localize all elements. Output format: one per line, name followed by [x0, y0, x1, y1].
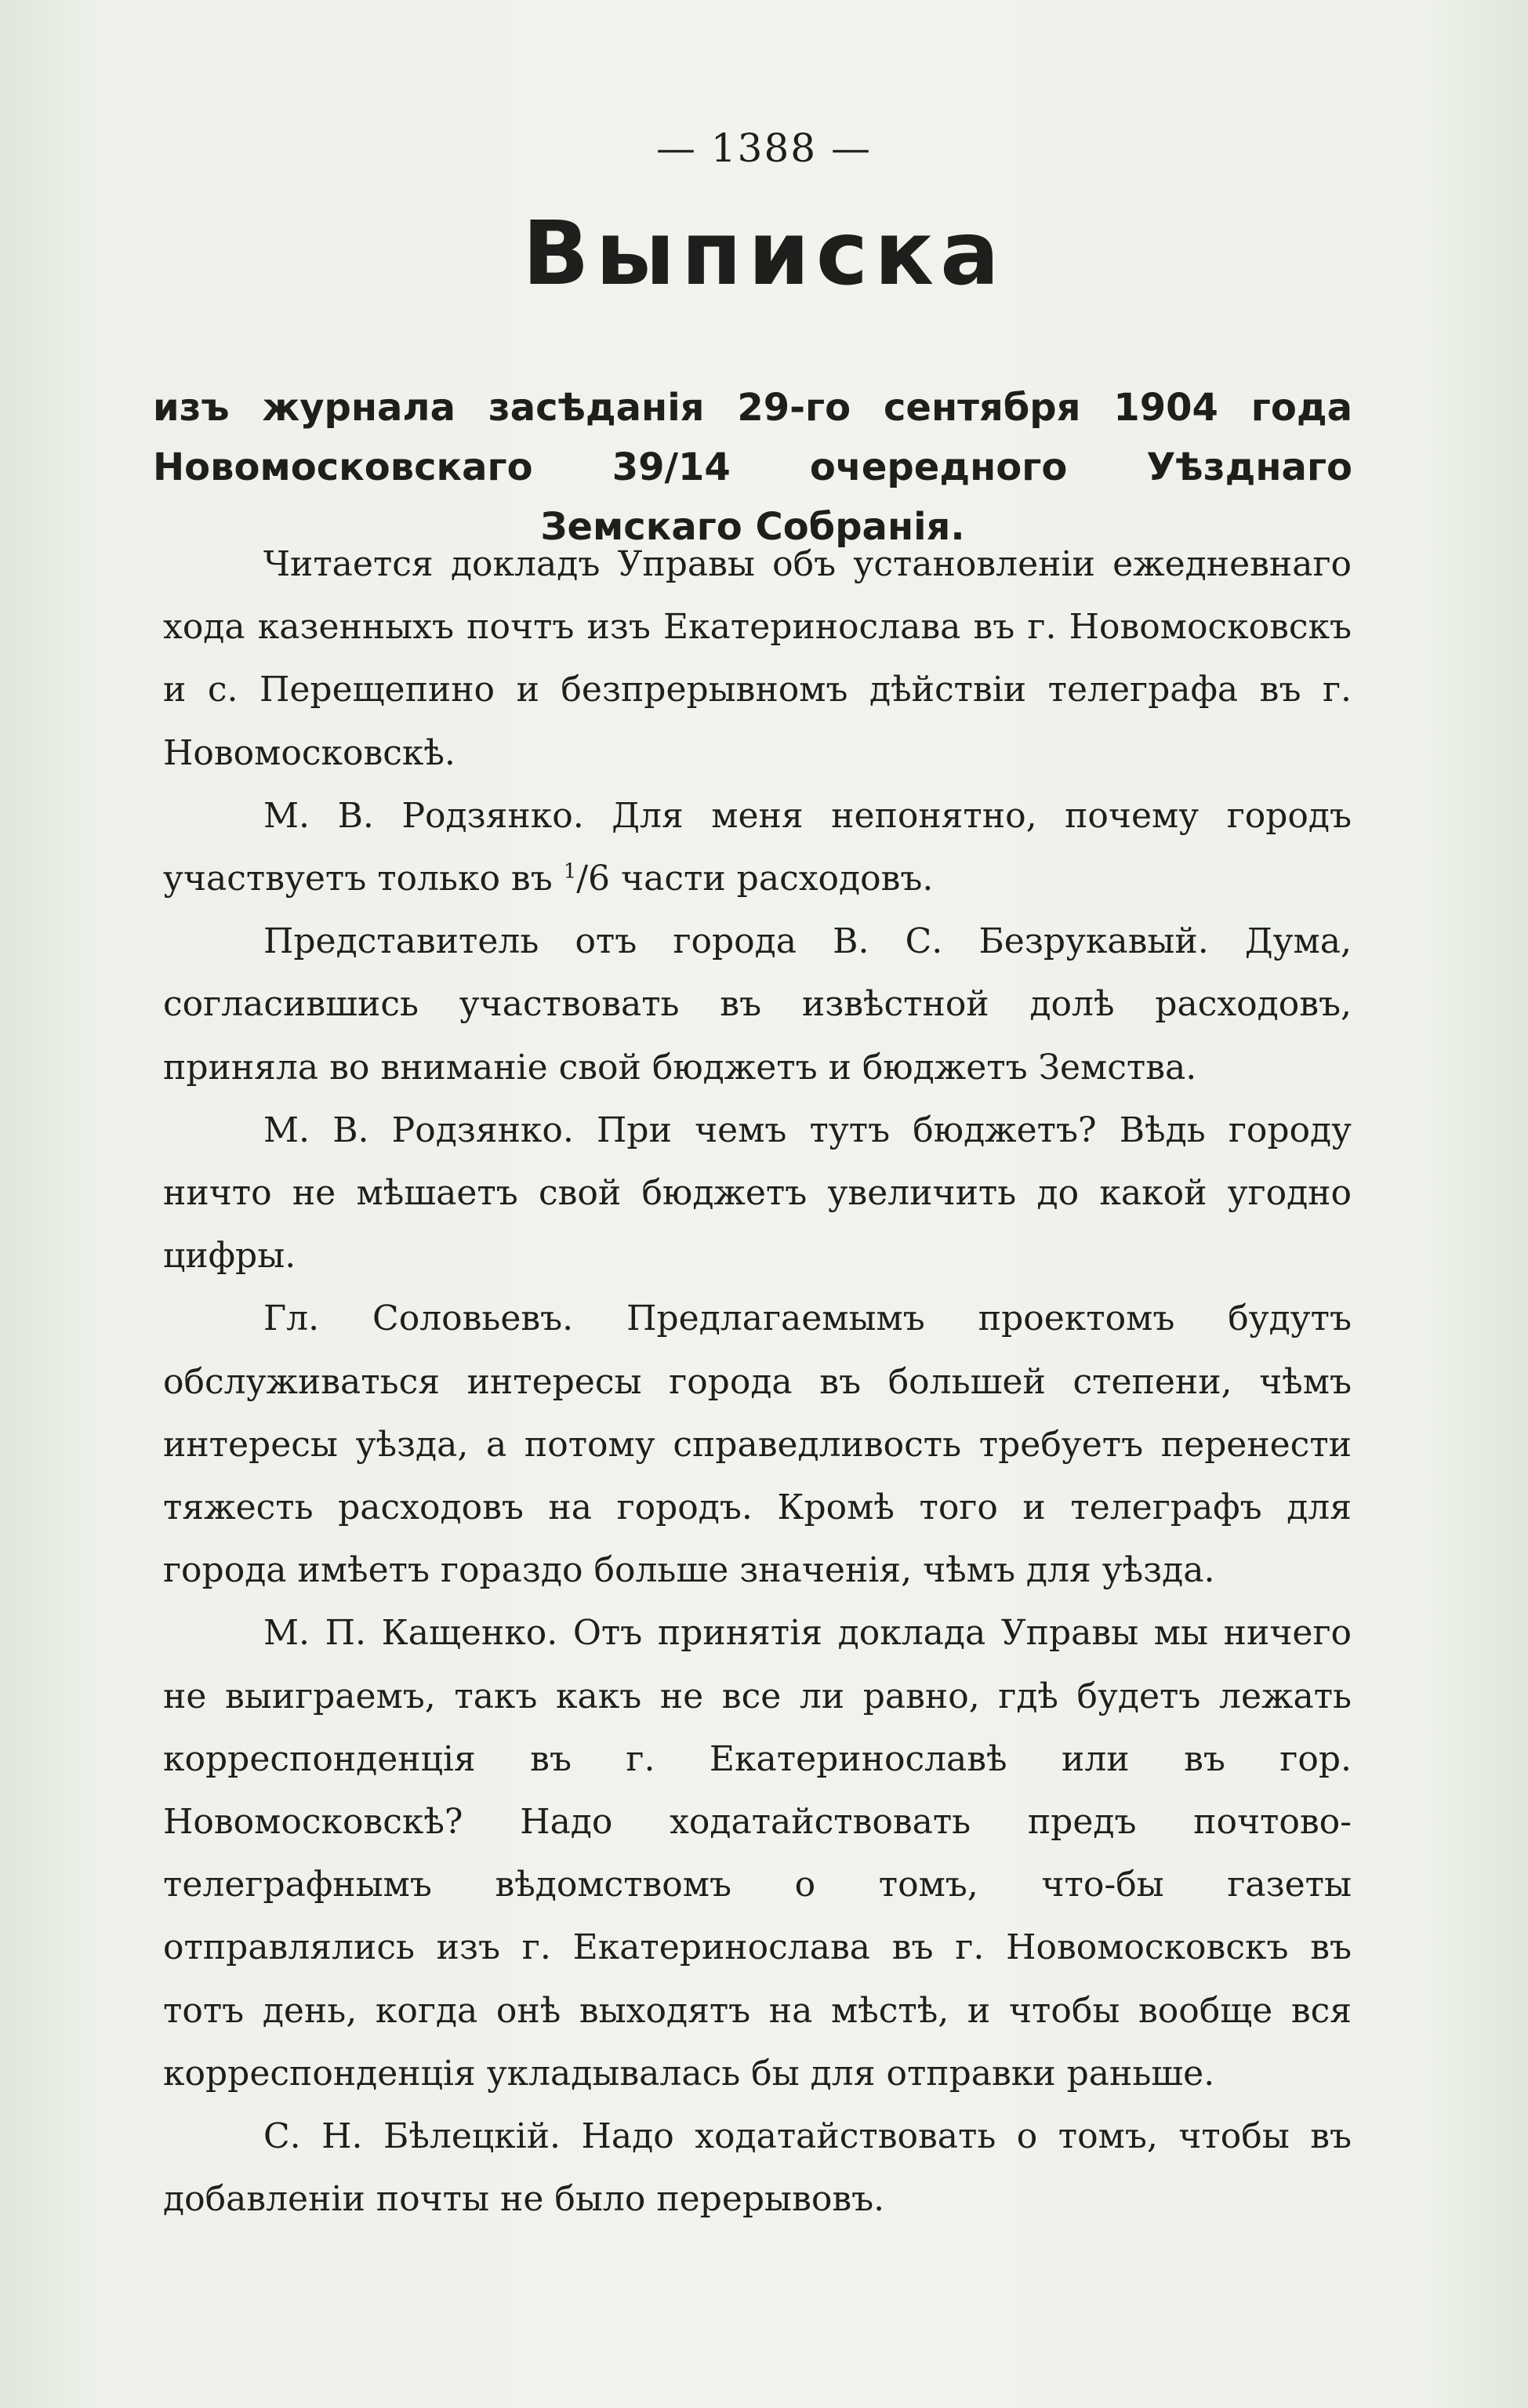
document-body: [163, 533, 1352, 2231]
paragraph-rodzyanko-first: [163, 785, 1352, 910]
document-title: Выписка: [522, 203, 1006, 305]
paragraph-text-before: М. В. Родзянко. Для меня непонятно, почему городъ участвуетъ только въ: [163, 795, 1352, 899]
paragraph-kashchenko: М. П. Кащенко. Отъ принятія доклада Управы мы ничего не выиграемъ, такъ какъ не все ли равно, гдѣ будетъ лежать корреспонденція въ г. Екатеринославѣ или въ гор. Новомосковскѣ? Надо ходатайствовать предъ почтово-телеграфнымъ вѣдомствомъ о томъ, что-бы газеты отправлялись изъ г. Екатеринослава въ г. Новомосковскъ въ тотъ день, когда онѣ выходятъ на мѣстѣ, и чтобы вообще вся корреспонденція укладывалась бы для отправки раньше.: [163, 1613, 1352, 2094]
fraction-denominator: /6: [576, 859, 611, 899]
paragraph-report: Читается докладъ Управы объ установленіи ежедневнаго хода казенныхъ почтъ изъ Екатеринослава въ г. Новомосковскъ и с. Перещепино и безпрерывномъ дѣйствіи телеграфа въ г. Новомосковскѣ.: [163, 544, 1352, 773]
fraction-numerator: 1: [563, 859, 577, 884]
paragraph-beletsky: С. Н. Бѣлецкій. Надо ходатайствовать о томъ, чтобы въ добавленіи почты не было перерывовъ.: [163, 2116, 1352, 2220]
paragraph-rodzyanko-second: М. В. Родзянко. При чемъ тутъ бюджетъ? Вѣдь городу ничто не мѣшаетъ свой бюджетъ увеличить до какой угодно цифры.: [163, 1110, 1352, 1277]
page-number: — 1388 —: [655, 125, 873, 171]
paragraph-city-representative: Представитель отъ города В. С. Безрукавый. Дума, согласившись участвовать въ извѣстной долѣ расходовъ, приняла во вниманіе свой бюджетъ и бюджетъ Земства.: [163, 921, 1352, 1088]
document-subtitle: изъ журнала засѣданія 29-го сентября 1904 года Новомосковскаго 39/14 очередного Уѣзднаго Земскаго Собранія.: [153, 386, 1352, 549]
paragraph-solovyev: Гл. Соловьевъ. Предлагаемымъ проектомъ будутъ обслуживаться интересы города въ большей степени, чѣмъ интересы уѣзда, а потому справедливость требуетъ перенести тяжесть расходовъ на городъ. Кромѣ того и телеграфъ для города имѣетъ гораздо больше значенія, чѣмъ для уѣзда.: [163, 1298, 1352, 1591]
paragraph-text-after: части расходовъ.: [610, 859, 934, 899]
